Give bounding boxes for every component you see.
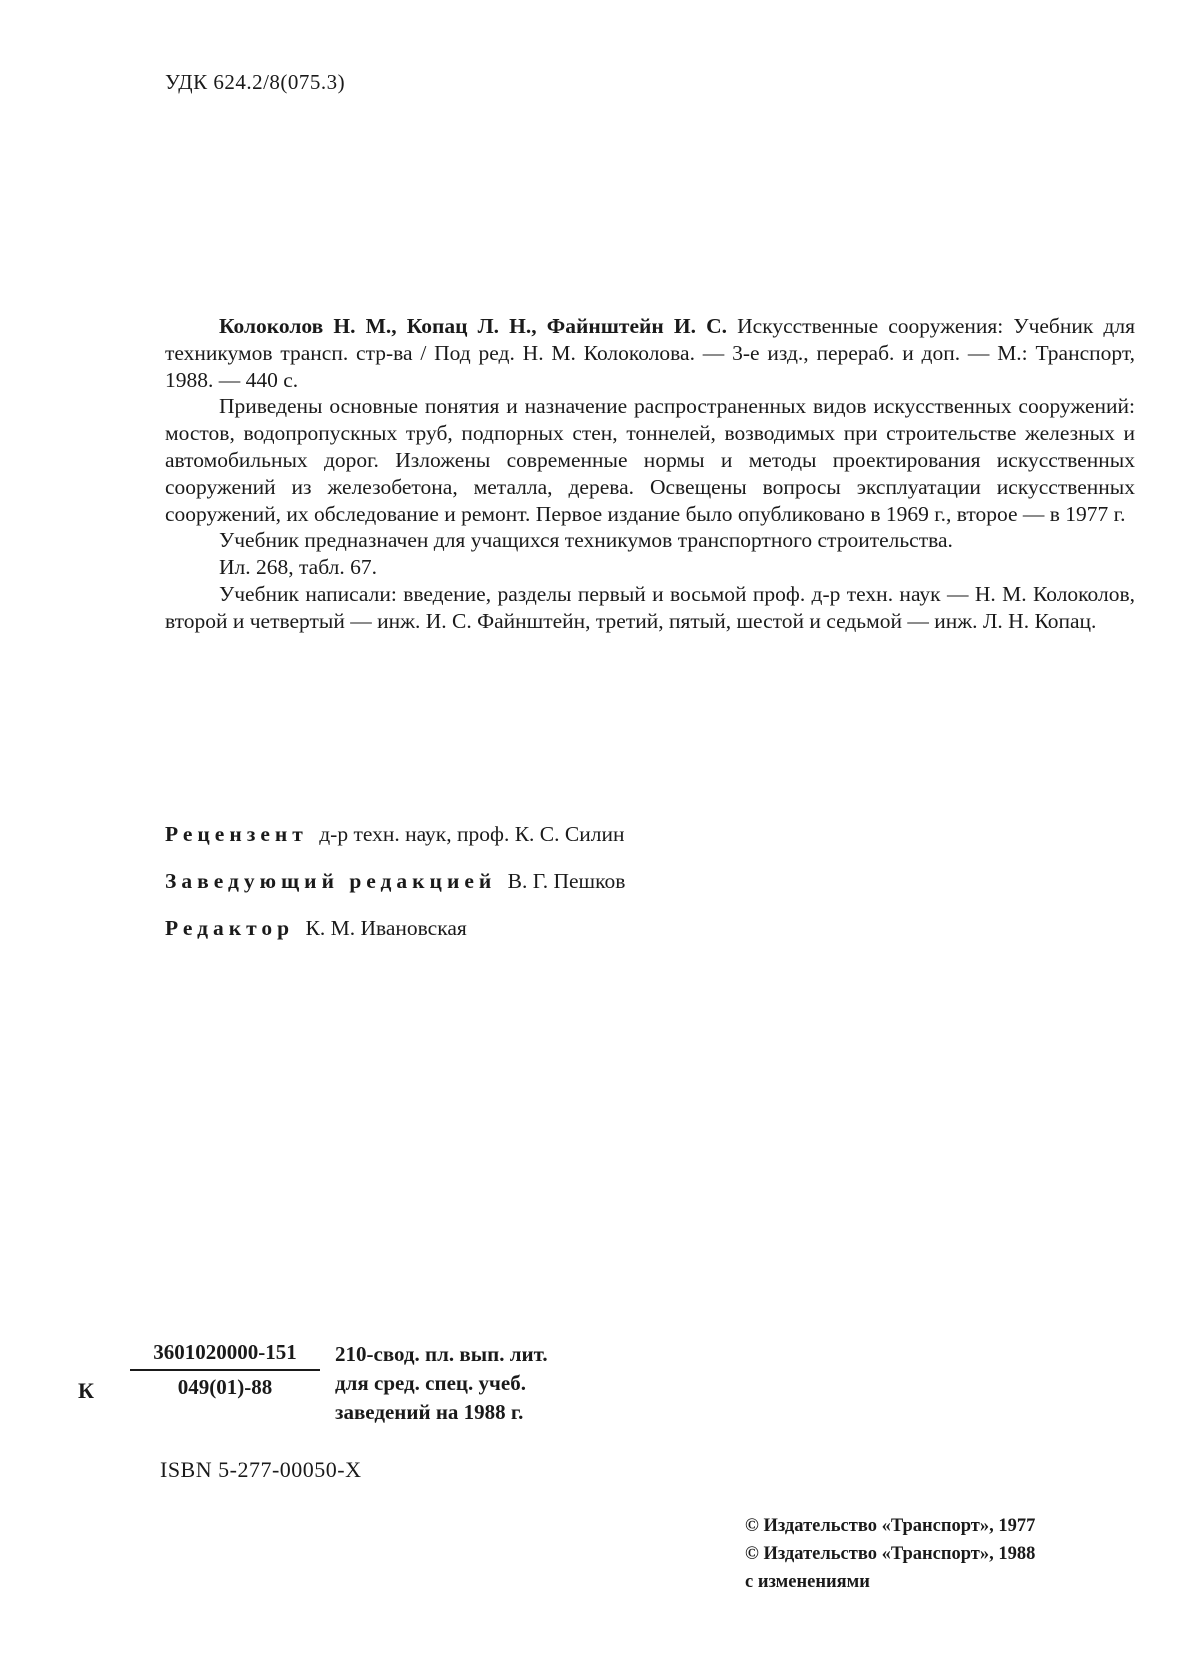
publishing-plan (335, 1340, 548, 1427)
illustrations-count: Ил. 268, табл. 67. (219, 555, 377, 580)
copyright-line: © Издательство «Транспорт», 1988 (745, 1544, 1036, 1564)
fraction-bar (130, 1369, 320, 1371)
staff-role: Заведующий редакцией (165, 869, 497, 893)
udk-code: УДК 624.2/8(075.3) (165, 70, 346, 94)
bibliographic-entry (165, 313, 1135, 393)
contributors-paragraph: Учебник написали: введение, разделы первый и восьмой проф. д-р техн. наук — Н. М. Колоколов, второй и четвертый — инж. И. С. Файнштейн, третий, пятый, шестой и седьмой — инж. Л. Н. Копац. (165, 581, 1135, 633)
authors: Колоколов Н. М., Копац Л. Н., Файнштейн И. С. (219, 314, 728, 338)
catalog-numerator: 3601020000-151 (153, 1340, 297, 1364)
staff-head-of-editorial (165, 869, 1065, 893)
staff-name: д-р техн. наук, проф. К. С. Силин (319, 822, 625, 846)
isbn: ISBN 5-277-00050-X (160, 1457, 362, 1482)
annotation-block (165, 313, 1135, 635)
summary-paragraph: Приведены основные понятия и назначение распространенных видов искусственных сооружений: мостов, водопропускных труб, подпорных стен, тоннелей, возводимых при строительстве железных и автомобильных дорог. Изложены современные нормы и методы проектирования искусственных сооружений из железобетона, металла, дерева. Освещены вопросы эксплуатации искусственных сооружений, их обследование и ремонт. Первое издание было опубликовано в 1969 г., второе — в 1977 г. (165, 394, 1135, 526)
copyright-block (745, 1512, 1035, 1596)
catalog-k-letter: К (78, 1378, 94, 1403)
plan-line: заведений на 1988 г. (335, 1400, 524, 1424)
staff-role: Рецензент (165, 822, 308, 846)
editorial-staff (165, 822, 1065, 963)
staff-role: Редактор (165, 916, 295, 940)
staff-editor (165, 916, 1065, 940)
audience-paragraph: Учебник предназначен для учащихся техникумов транспортного строительства. (219, 528, 953, 553)
staff-name: К. М. Ивановская (305, 916, 467, 940)
bibliography: Искусственные сооружения: Учебник для техникумов трансп. стр-ва / Под ред. Н. М. Колоколова. — 3-е изд., перераб. и доп. — М.: Транспорт, 1988. — 440 с. (165, 314, 1135, 392)
staff-reviewer (165, 822, 1065, 846)
staff-name: В. Г. Пешков (507, 869, 626, 893)
catalog-index-fraction (130, 1340, 320, 1400)
copyright-line: © Издательство «Транспорт», 1977 (745, 1516, 1036, 1536)
catalog-denominator: 049(01)-88 (177, 1375, 273, 1399)
plan-line: 210-свод. пл. вып. лит. (335, 1342, 548, 1366)
copyright-note: с изменениями (745, 1572, 870, 1592)
plan-line: для сред. спец. учеб. (335, 1371, 526, 1395)
